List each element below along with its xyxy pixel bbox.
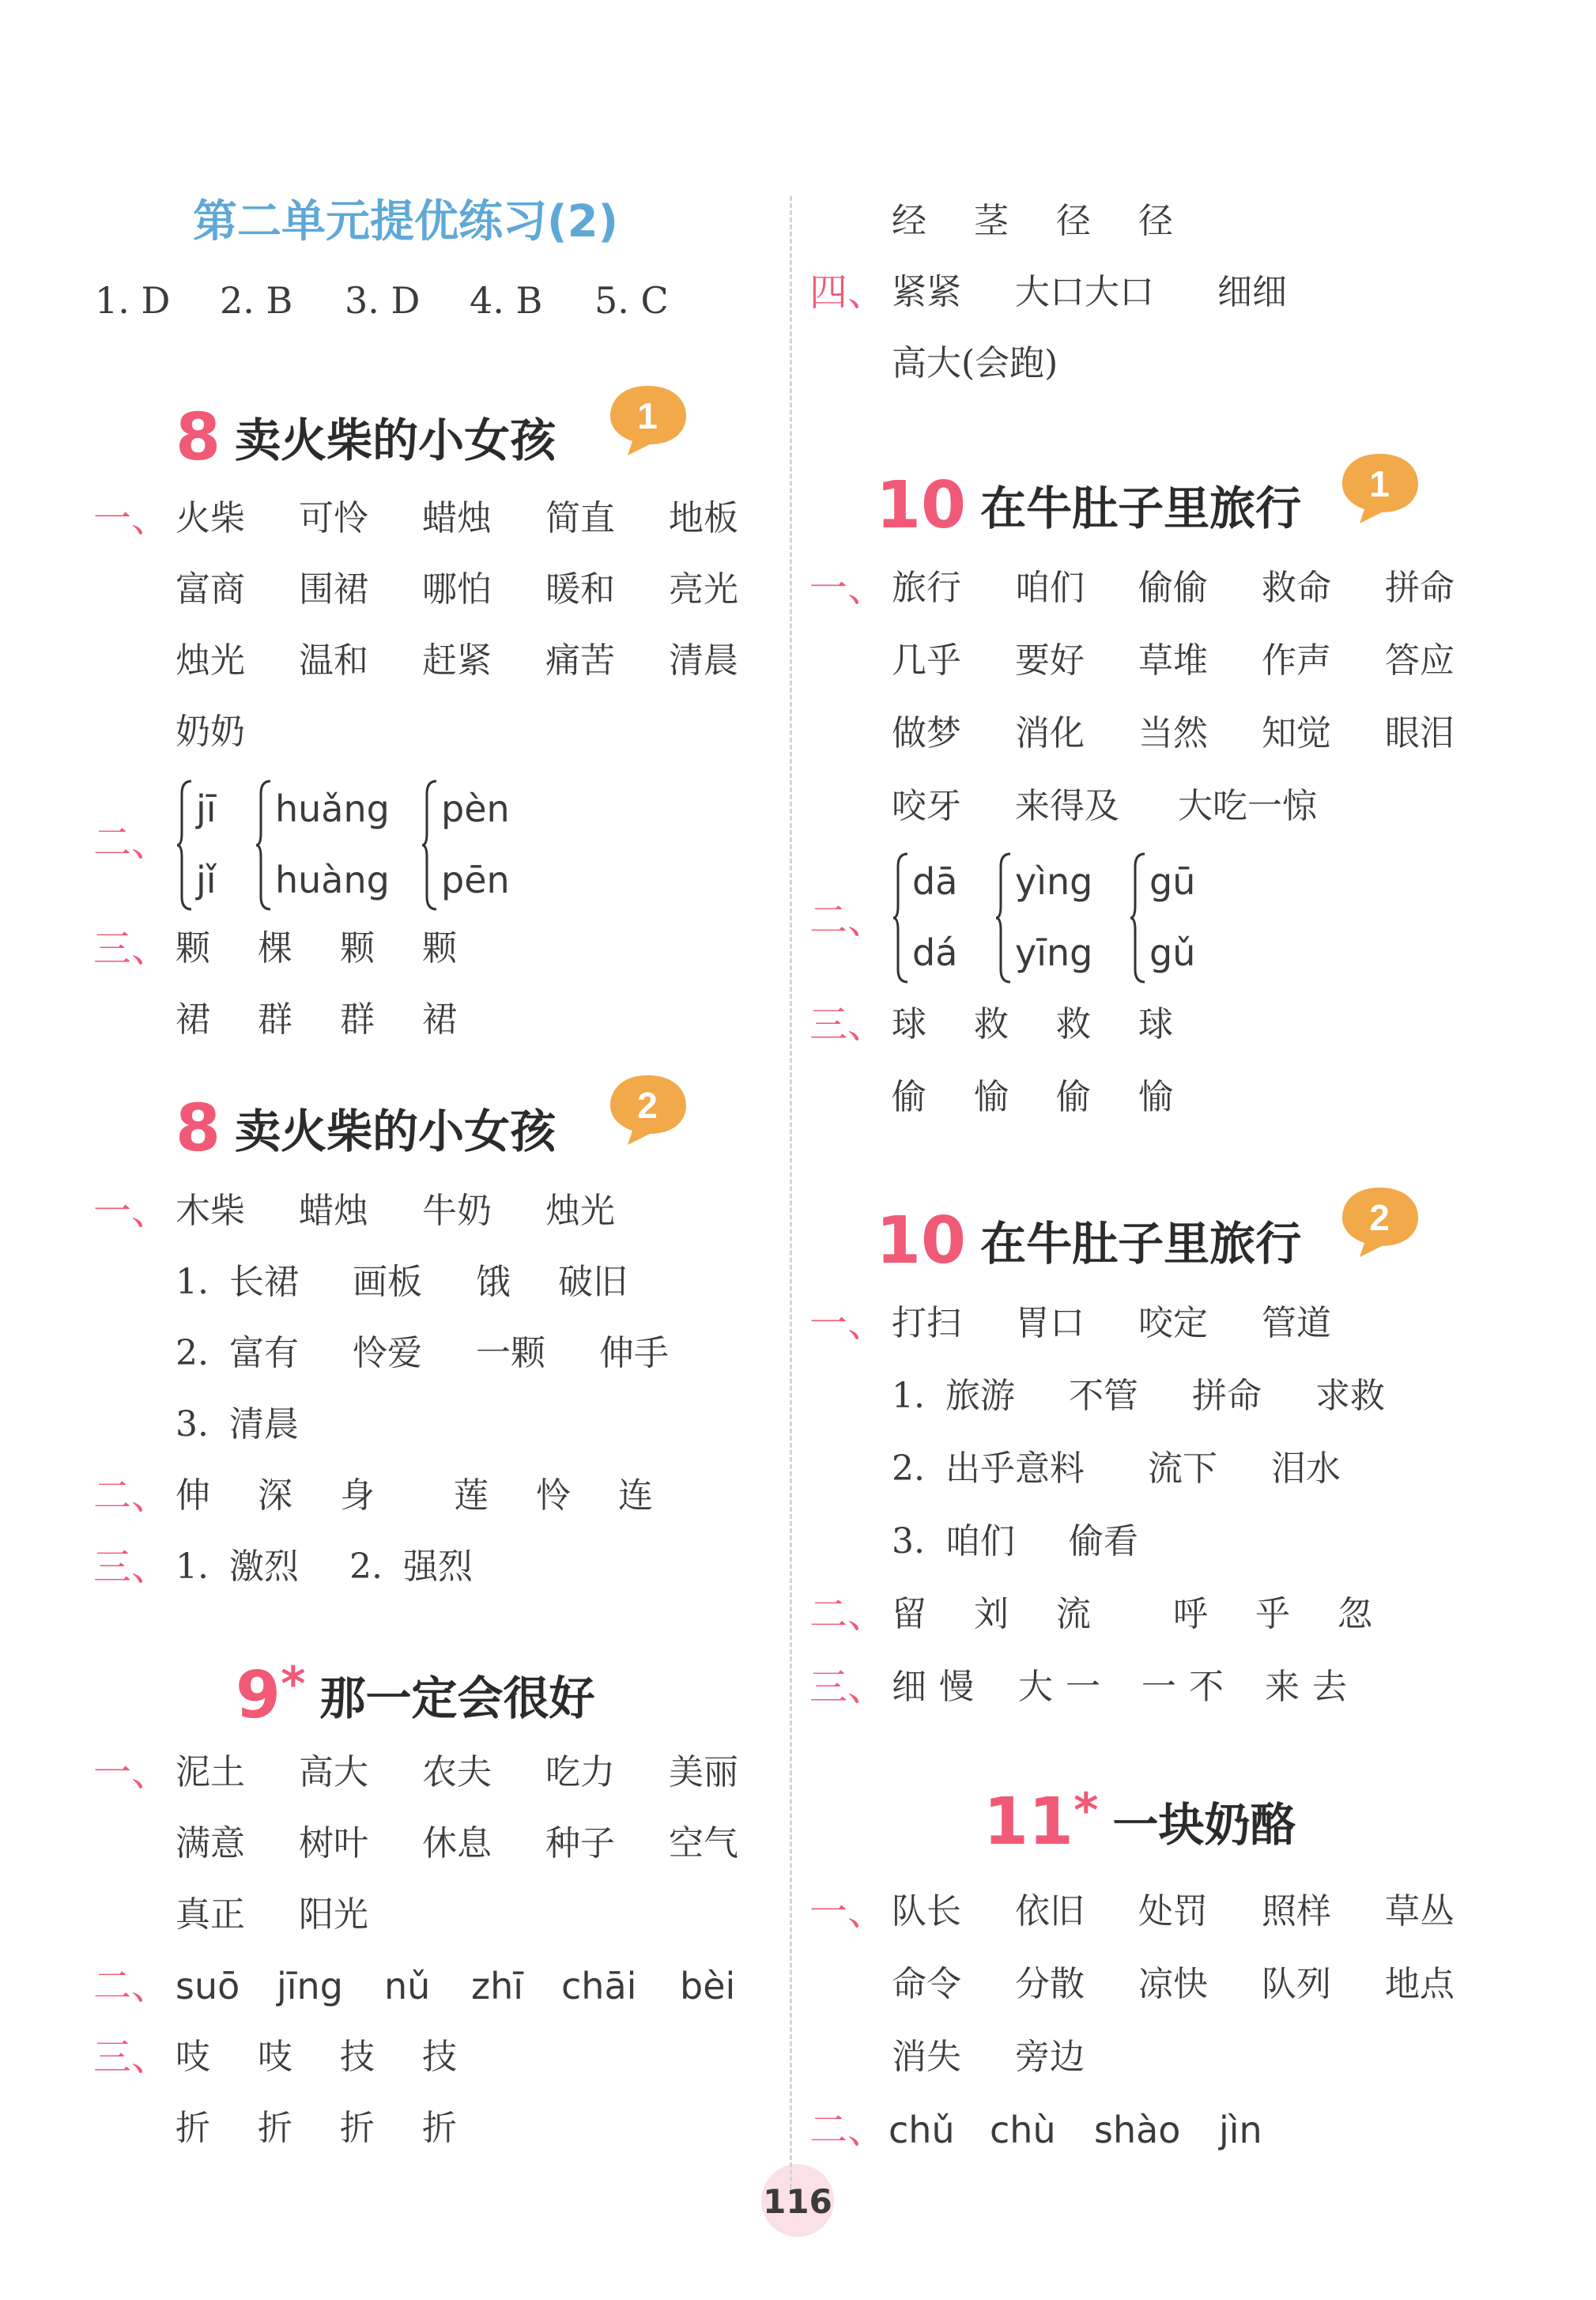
answer-row: 偷 愉 偷 愉 [892,1077,1173,1117]
answer-row: 细 慢 大 一 一 不 来 去 [892,1667,1347,1707]
section-label: 三、 [93,927,170,971]
section-label: 一、 [809,566,886,610]
answer-row: 打扫 胃口 咬定 管道 [892,1303,1331,1343]
unit-answers: 1. D 2. B 3. D 4. B 5. C [95,279,669,322]
answer-row: 高大(会跑) [892,343,1058,383]
section-label: 二、 [93,821,170,865]
answer-row: 裙 群 群 裙 [175,999,457,1040]
section-label: 二、 [93,1964,170,2008]
answer-row: 颗 棵 颗 颗 [175,928,457,969]
answer-row: 消失 旁边 [892,2037,1085,2077]
svg-text:1: 1 [637,395,658,436]
answer-row: 折 折 折 折 [175,2108,457,2148]
lesson-11-title: 11* 一块奶酪 [983,1783,1296,1860]
lesson-8b-title: 8 卖火柴的小女孩 [175,1091,557,1166]
answer-row: 1. 长裙 画板 饿 破旧 [175,1262,628,1302]
page-number: 116 [758,2182,837,2221]
answer-row: 吱 吱 技 技 [175,2037,457,2077]
answer-row: 木柴 蜡烛 牛奶 烛光 [175,1191,615,1231]
answer-row: 旅行 咱们 偷偷 救命 拼命 [892,568,1455,608]
answer-row: chǔ chù shào jìn [889,2109,1262,2151]
answer-row: 几乎 要好 草堆 作声 答应 [892,640,1455,681]
lesson-10b-title: 10 在牛肚子里旅行 [876,1203,1302,1278]
answer-row: 满意 树叶 休息 种子 空气 [175,1823,738,1864]
answer-row: 留 刘 流 呼 乎 忽 [892,1594,1372,1634]
section-label: 二、 [93,1474,170,1518]
section-label: 一、 [809,1890,886,1934]
answer-row: 3. 清晨 [175,1404,299,1445]
section-label: 三、 [809,1003,886,1047]
section-label: 三、 [809,1665,886,1709]
section-label: 一、 [93,497,170,541]
lesson-9-title: 9* 那一定会很好 [236,1656,595,1733]
answer-row: 火柴 可怜 蜡烛 简直 地板 [175,498,738,538]
section-label: 三、 [93,1545,170,1589]
answer-row: 1. 激烈 2. 强烈 [175,1547,473,1587]
svg-text:1: 1 [1369,463,1390,504]
section-label: 二、 [809,1592,886,1637]
svg-text:2: 2 [1369,1197,1390,1238]
answer-row: 1. 旅游 不管 拼命 求救 [892,1376,1385,1416]
answer-row: 命令 分散 凉快 队列 地点 [892,1964,1455,2004]
answer-row: 球 救 救 球 [892,1004,1173,1044]
lesson-10a-title: 10 在牛肚子里旅行 [876,468,1302,543]
answer-row: suō jīng nǔ zhī chāi bèi [175,1965,736,2007]
answer-row: 泥土 高大 农夫 吃力 美丽 [175,1752,738,1792]
speech-bubble-icon [1336,1181,1423,1260]
svg-text:2: 2 [637,1085,658,1126]
column-divider [790,196,792,2189]
section-label: 三、 [93,2035,170,2079]
speech-bubble-icon [604,1069,691,1148]
answer-row: 烛光 温和 赶紧 痛苦 清晨 [175,640,738,681]
lesson-8a-title: 8 卖火柴的小女孩 [175,400,557,475]
answer-row: 真正 阳光 [175,1894,368,1935]
answer-row: 富商 围裙 哪怕 暖和 亮光 [175,569,738,610]
answer-row: 奶奶 [175,712,245,752]
speech-bubble-icon [604,380,691,459]
section-label: 二、 [809,898,886,942]
speech-bubble-icon [1336,448,1423,527]
answer-row: 队长 依旧 处罚 照样 草丛 [892,1891,1455,1932]
section-label: 一、 [93,1189,170,1233]
answer-row: 经 茎 径 径 [892,201,1173,241]
answer-row: 咬牙 来得及 大吃一惊 [892,786,1317,826]
unit-title: 第二单元提优练习(2) [193,196,619,247]
answer-row: 紧紧 大口大口 细细 [892,272,1287,312]
answer-row: 2. 出乎意料 流下 泪水 [892,1448,1341,1489]
answer-row: 3. 咱们 偷看 [892,1521,1138,1562]
section-label: 二、 [809,2108,886,2152]
answer-row: 伸 深 身 莲 怜 连 [175,1475,653,1516]
section-label: 一、 [93,1750,170,1795]
answer-row: 做梦 消化 当然 知觉 眼泪 [892,713,1455,753]
section-label: 四、 [809,270,886,315]
section-label: 一、 [809,1301,886,1346]
answer-row: 2. 富有 怜爱 一颗 伸手 [175,1333,669,1373]
